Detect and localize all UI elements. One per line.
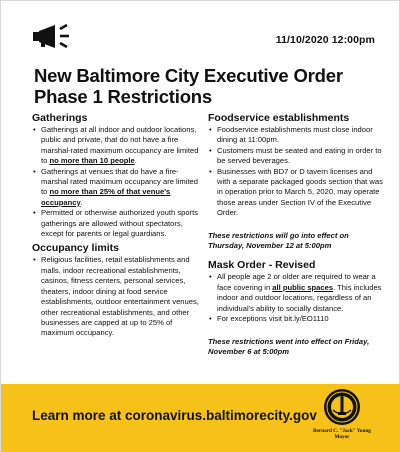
gatherings-item [32,208,202,239]
gatherings-item-text-end: . [80,197,83,207]
gatherings-item-emphasis: no more than 10 people [49,156,135,166]
occupancy-list [32,255,202,338]
mask-list [208,272,386,324]
mayor-title: Mayor [334,434,350,441]
top-bar [1,1,400,67]
date-time: 11/10/2020 12:00pm [275,34,375,46]
mask-item [208,314,386,324]
megaphone-icon [31,23,77,49]
gatherings-item-emphasis: no more than 25% of that venue's occupancy [41,187,171,207]
foodservice-effective-note: These restrictions will go into effect on Thursday, November 12 at 5:00pm [208,230,349,251]
mask-item-text: All people age 2 or older are required to wear a face covering in [217,272,376,292]
foodservice-list [208,125,386,219]
foodservice-item: • Customers must be seated and eating in order to be served beverages. [208,146,386,167]
gatherings-list [32,125,202,239]
mask-item [208,272,386,314]
right-column [208,112,386,357]
mayor-name: Bernard C. "Jack" Young [313,428,371,434]
foodservice-heading: Foodservice establishments [208,112,350,124]
mask-item-text-end: . This includes indoor and outdoor locations, regardless of an individual's ability to socially distance. [217,282,382,313]
occupancy-heading: Occupancy limits [32,242,119,255]
gatherings-item [32,167,202,209]
gatherings-item-text-end: . [134,156,137,166]
gatherings-item [32,125,202,167]
gatherings-item-text: Permitted or otherwise authorized youth sports gatherings are allowed without spectators, except for parents or legal guardians. [41,208,199,239]
mask-heading: Mask Order - Revised [208,259,316,272]
gatherings-item-text: Gatherings at venues that do have a fire-marshal rated maximum occupancy are limited to [41,166,198,197]
footer-bar [1,384,400,452]
city-seal-icon [323,388,361,426]
page-title: New Baltimore City Executive Order Phase 1 Restrictions [34,65,343,107]
footer-website-text: Learn more at coronavirus.baltimorecity.gov [32,408,317,423]
foodservice-item: • Foodservice establishments must close indoor dining at 11:00pm. [208,125,386,146]
mask-exceptions-link: For exceptions visit bit.ly/EO1110 [217,314,329,324]
gatherings-heading: Gatherings [32,112,88,124]
mask-item-emphasis: all public spaces [272,282,334,292]
gatherings-item-text: Gatherings at all indoor and outdoor locations, public and private, that do not have a fire marshal-rated maximum occupancy are limited to [41,125,199,166]
mayor-signature [301,428,383,440]
mask-effective-note: These restrictions went into effect on Friday, November 6 at 5:00pm [208,336,370,356]
foodservice-item: • Businesses with BD7 or D tavern licenses and with a separate packaged goods section that was in operation prior to March 5, 2020, may operate those areas under Section IV of the Executive Order. [208,167,386,219]
occupancy-item: • Religious facilities, retail establishments and malls, indoor recreational establishments, casinos, fitness centers, personal services, theaters, indoor dining at food service establishments, outdoor entertainment venues, other recreational establishments, and other businesses are capped at up to 25% of maximum occupancy. [32,255,202,338]
left-column [32,112,202,339]
